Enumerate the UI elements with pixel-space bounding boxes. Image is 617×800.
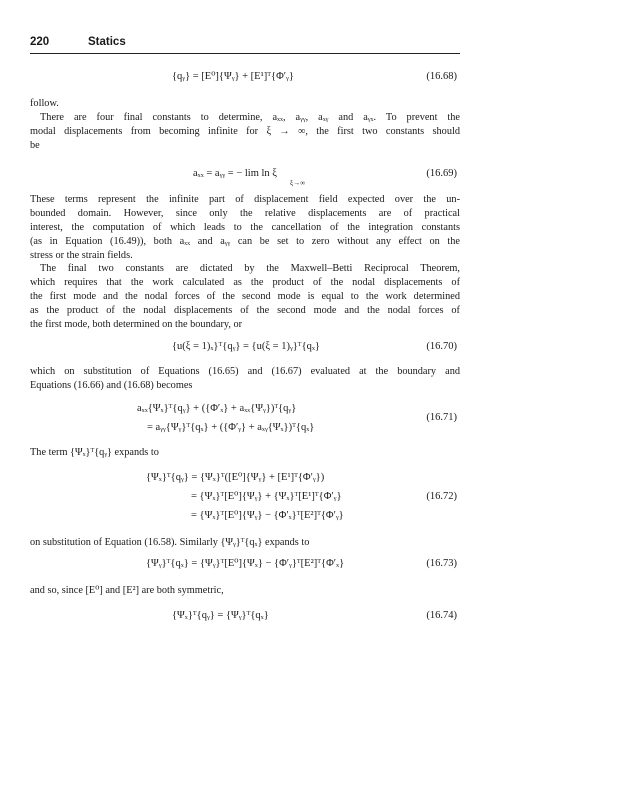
text-line: interest, the computation of which leads to the cancellation of the integration constants: [30, 221, 460, 233]
paragraph-symmetric: [30, 584, 460, 598]
header-rule: [30, 53, 460, 54]
running-header: [30, 36, 460, 54]
text-line: which requires that the work calculated as the product of the nodal displacements of: [30, 277, 460, 289]
equation-16-71-line-2: = aᵧᵧ{Ψᵧ}ᵀ{qₓ} + ({Φ′ᵧ} + aₓᵧ{Ψₓ})ᵀ{qₓ}: [147, 422, 315, 433]
text-line: There are four final constants to determine, aₓₓ, aᵧᵧ, aₓᵧ and aᵧₓ. To prevent the: [40, 111, 460, 123]
text-line: as the product of the nodal displacements of the second mode and the nodal forces of: [30, 305, 460, 317]
equation-16-72-line-1: {Ψₓ}ᵀ{qᵧ} = {Ψₓ}ᵀ([E⁰]{Ψᵧ} + [E¹]ᵀ{Φ′ᵧ}): [146, 472, 325, 483]
equation-number-16-73: (16.73): [426, 558, 457, 569]
equation-16-72-line-3: = {Ψₓ}ᵀ[E⁰]{Ψᵧ} − {Φ′ₓ}ᵀ[E²]ᵀ{Φ′ᵧ}: [191, 510, 344, 521]
text-line: on substitution of Equation (16.58). Similarly {Ψᵧ}ᵀ{qₓ} expands to: [30, 537, 310, 548]
equation-16-68: {qᵧ} = [E⁰]{Ψᵧ} + [E¹]ᵀ{Φ′ᵧ}: [172, 71, 294, 82]
equation-number-16-71: (16.71): [426, 412, 457, 423]
text-line: the first mode and the nodal forces of the second mode is equal to the work determined: [30, 291, 460, 303]
text-line: bounded domain. However, since only the relative displacements are of practical: [30, 207, 460, 219]
equation-number-16-68: (16.68): [426, 71, 457, 82]
paragraph-maxwell-betti: [30, 193, 460, 332]
text-line: the first mode, both determined on the boundary, or: [30, 319, 243, 331]
equation-number-16-69: (16.69): [426, 168, 457, 179]
running-title: Statics: [88, 36, 126, 48]
paragraph-term-expands: [30, 446, 460, 460]
equation-16-69: aₓₓ = aᵧᵧ = − lim ln ξ: [193, 168, 277, 179]
equation-number-16-72: (16.72): [426, 491, 457, 502]
equation-16-74: {Ψₓ}ᵀ{qᵧ} = {Ψᵧ}ᵀ{qₓ}: [172, 610, 269, 621]
text-line: The final two constants are dictated by the Maxwell–Betti Reciprocal Theorem,: [40, 263, 460, 275]
paragraph-similarly: [30, 536, 460, 550]
text-line: be: [30, 139, 40, 151]
text-line: Equations (16.66) and (16.68) becomes: [30, 379, 193, 391]
equation-16-72-line-2: = {Ψₓ}ᵀ[E⁰]{Ψᵧ} + {Ψₓ}ᵀ[E¹]ᵀ{Φ′ᵧ}: [191, 491, 342, 502]
equation-16-71-line-1: aₓₓ{Ψₓ}ᵀ{qᵧ} + ({Φ′ₓ} + aₓₓ{Ψᵧ})ᵀ{qᵧ}: [137, 403, 297, 414]
equation-number-16-74: (16.74): [426, 610, 457, 621]
text-line: follow.: [30, 98, 59, 109]
text-line: The term {Ψₓ}ᵀ{qᵧ} expands to: [30, 447, 159, 458]
text-line: stress or the strain fields.: [30, 249, 133, 261]
text-line: which on substitution of Equations (16.65) and (16.67) evaluated at the boundary and: [30, 366, 460, 377]
page-number: 220: [30, 36, 50, 48]
equation-16-69-limit-subscript: ξ→∞: [290, 179, 306, 187]
text-line: (as in Equation (16.49)), both aₓₓ and aᵧᵧ can be set to zero without any effect on the: [30, 235, 460, 247]
text-line: These terms represent the infinite part of displacement field expected over the un-: [30, 194, 460, 205]
text-line: and so, since [E⁰] and [E²] are both symmetric,: [30, 585, 224, 596]
equation-number-16-70: (16.70): [426, 341, 457, 352]
paragraph-substitution: [30, 365, 460, 393]
paragraph-constants: [30, 97, 460, 153]
equation-16-73: {Ψᵧ}ᵀ{qₓ} = {Ψᵧ}ᵀ[E⁰]{Ψₓ} − {Φ′ᵧ}ᵀ[E²]ᵀ{Φ′ₓ}: [146, 558, 345, 569]
equation-16-70: {u(ξ = 1)ₓ}ᵀ{qᵧ} = {u(ξ = 1)ᵧ}ᵀ{qₓ}: [172, 341, 320, 352]
text-line: modal displacements from becoming infinite for ξ → ∞, the first two constants should: [30, 125, 460, 137]
